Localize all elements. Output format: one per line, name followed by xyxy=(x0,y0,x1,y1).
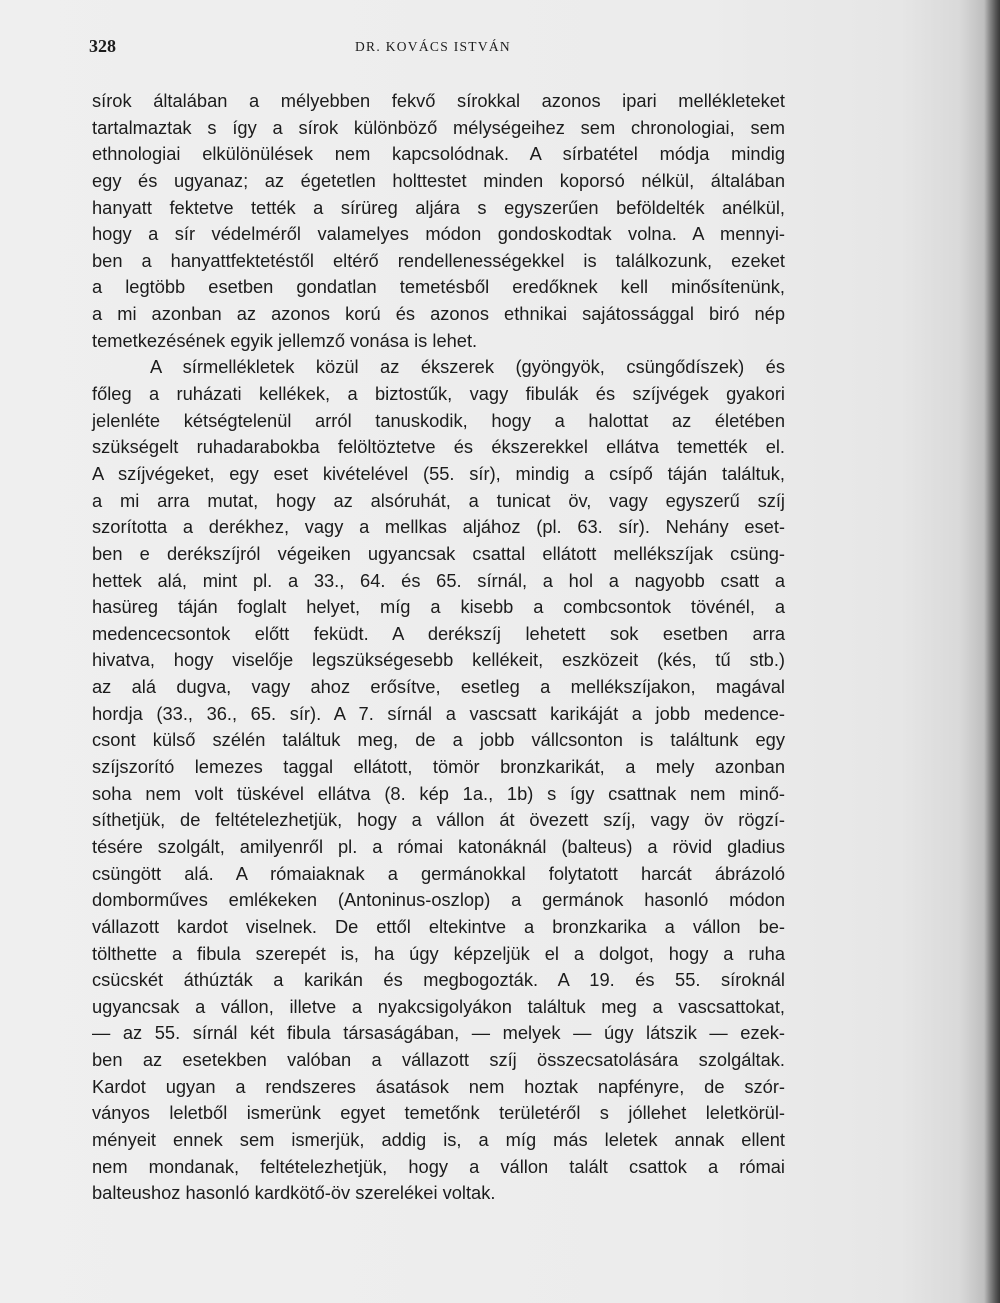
text-line: nem mondanak, feltételezhetjük, hogy a vállon talált csattok a római xyxy=(92,1155,785,1177)
text-line: hettek alá, mint pl. a 33., 64. és 65. sírnál, a hol a nagyobb csatt a xyxy=(92,569,785,591)
text-line: A sírmellékletek közül az ékszerek (gyöngyök, csüngődíszek) és xyxy=(150,356,785,378)
text-line: medencecsontok előtt feküdt. A derékszíj lehetett sok esetben arra xyxy=(92,622,785,644)
text-line: ményeit ennek sem ismerjük, addig is, a míg más leletek annak ellent xyxy=(92,1128,785,1150)
text-line: ben a hanyattfektetéstől eltérő rendellenességekkel is találkozunk, ezeket xyxy=(92,249,785,271)
running-head xyxy=(89,36,789,60)
text-line: csücskét áthúzták a karikán és megbogozták. A 19. és 55. síroknál xyxy=(92,969,785,991)
page-edge-shadow xyxy=(984,0,1000,1303)
text-line: szükségelt ruhadarabokba felöltöztetve és ékszerekkel ellátva temették el. xyxy=(92,436,785,458)
text-line: szorította a derékhez, vagy a mellkas aljához (pl. 63. sír). Nehány eset- xyxy=(92,516,785,538)
text-line: temetkezésének egyik jellemző vonása is lehet. xyxy=(92,329,478,351)
text-line: — az 55. sírnál két fibula társaságában, — melyek — úgy látszik — ezek- xyxy=(92,1022,785,1044)
text-line: Kardot ugyan a rendszeres ásatások nem hoztak napfényre, de szór- xyxy=(92,1075,785,1097)
text-line: csont külső szélén találtuk meg, de a jobb vállcsonton is találtunk egy xyxy=(92,729,785,751)
text-line: tartalmaztak s így a sírok különböző mélységeihez sem chronologiai, sem xyxy=(92,116,785,138)
text-line: tölthette a fibula szerepét is, ha úgy képzeljük el a dolgot, hogy a ruha xyxy=(92,942,785,964)
text-line: ethnologiai elkülönülések nem kapcsolódnak. A sírbatétel módja mindig xyxy=(92,143,785,165)
text-line: ugyancsak a vállon, illetve a nyakcsigolyákon találtuk meg a vascsattokat, xyxy=(92,995,785,1017)
text-line: A szíjvégeket, egy eset kivételével (55. sír), mindig a csípő táján találtuk, xyxy=(92,462,785,484)
text-line: soha nem volt tüskével ellátva (8. kép 1a., 1b) s így csattnak nem minő- xyxy=(92,782,785,804)
text-line: hivatva, hogy viselője legszükségesebb kellékeit, eszközeit (kés, tű stb.) xyxy=(92,649,785,671)
text-line: hasüreg táján foglalt helyet, míg a kisebb a combcsontok tövénél, a xyxy=(92,596,785,618)
text-line: hogy a sír védelméről valamelyes módon gondoskodtak volna. A mennyi- xyxy=(92,223,785,245)
running-title: DR. KOVÁCS ISTVÁN xyxy=(355,39,511,54)
text-line: domborműves emlékeken (Antoninus-oszlop) a germánok hasonló módon xyxy=(92,889,785,911)
text-line: balteushoz hasonló kardkötő-öv szerelékei voltak. xyxy=(92,1182,496,1204)
text-line: vállazott kardot viselnek. De ettől eltekintve a bronzkarika a vállon be- xyxy=(92,915,785,937)
text-line: a legtöbb esetben gondatlan temetésből eredőknek kell minősítenünk, xyxy=(92,276,785,298)
text-line: a mi azonban az azonos korú és azonos ethnikai sajátossággal biró nép xyxy=(92,303,785,325)
text-line: főleg a ruházati kellékek, a biztostűk, vagy fibulák és szíjvégek gyakori xyxy=(92,383,785,405)
body-text xyxy=(92,88,785,1207)
text-line: az alá dugva, vagy ahoz erősítve, esetleg a mellékszíjakon, magával xyxy=(92,676,785,698)
text-line: jelenléte kétségtelenül arról tanuskodik, hogy a halottat az életében xyxy=(92,409,785,431)
text-line: tésére szolgált, amilyenről pl. a római katonáknál (balteus) a rövid gladius xyxy=(92,835,785,857)
text-line: ben az esetekben valóban a vállazott szíj összecsatolására szolgáltak. xyxy=(92,1049,785,1071)
text-line: hanyatt fektetve tették a sírüreg aljára s egyszerűen beföldelték anélkül, xyxy=(92,196,785,218)
text-line: sírok általában a mélyebben fekvő sírokkal azonos ipari mellékleteket xyxy=(92,90,785,111)
text-line: a mi arra mutat, hogy az alsóruhát, a tunicat öv, vagy egyszerű szíj xyxy=(92,489,785,511)
page-number: 328 xyxy=(89,36,116,56)
text-line: egy és ugyanaz; az égetetlen holttestet minden koporsó nélkül, általában xyxy=(92,169,785,191)
text-line: szíjszorító lemezes taggal ellátott, tömör bronzkarikát, a mely azonban xyxy=(92,756,785,778)
text-line: síthetjük, de feltételezhetjük, hogy a vállon át övezett szíj, vagy öv rögzí- xyxy=(92,809,785,831)
text-line: hordja (33., 36., 65. sír). A 7. sírnál a vascsatt karikáját a jobb medence- xyxy=(92,702,785,724)
text-line: ben e derékszíjról végeiken ugyancsak csattal ellátott mellékszíjak csüng- xyxy=(92,542,785,564)
text-line: ványos leletből ismerünk egyet temetőnk területéről s jóllehet leletkörül- xyxy=(92,1102,785,1124)
text-line: csüngött alá. A rómaiaknak a germánokkal folytatott harcát ábrázoló xyxy=(92,862,785,884)
